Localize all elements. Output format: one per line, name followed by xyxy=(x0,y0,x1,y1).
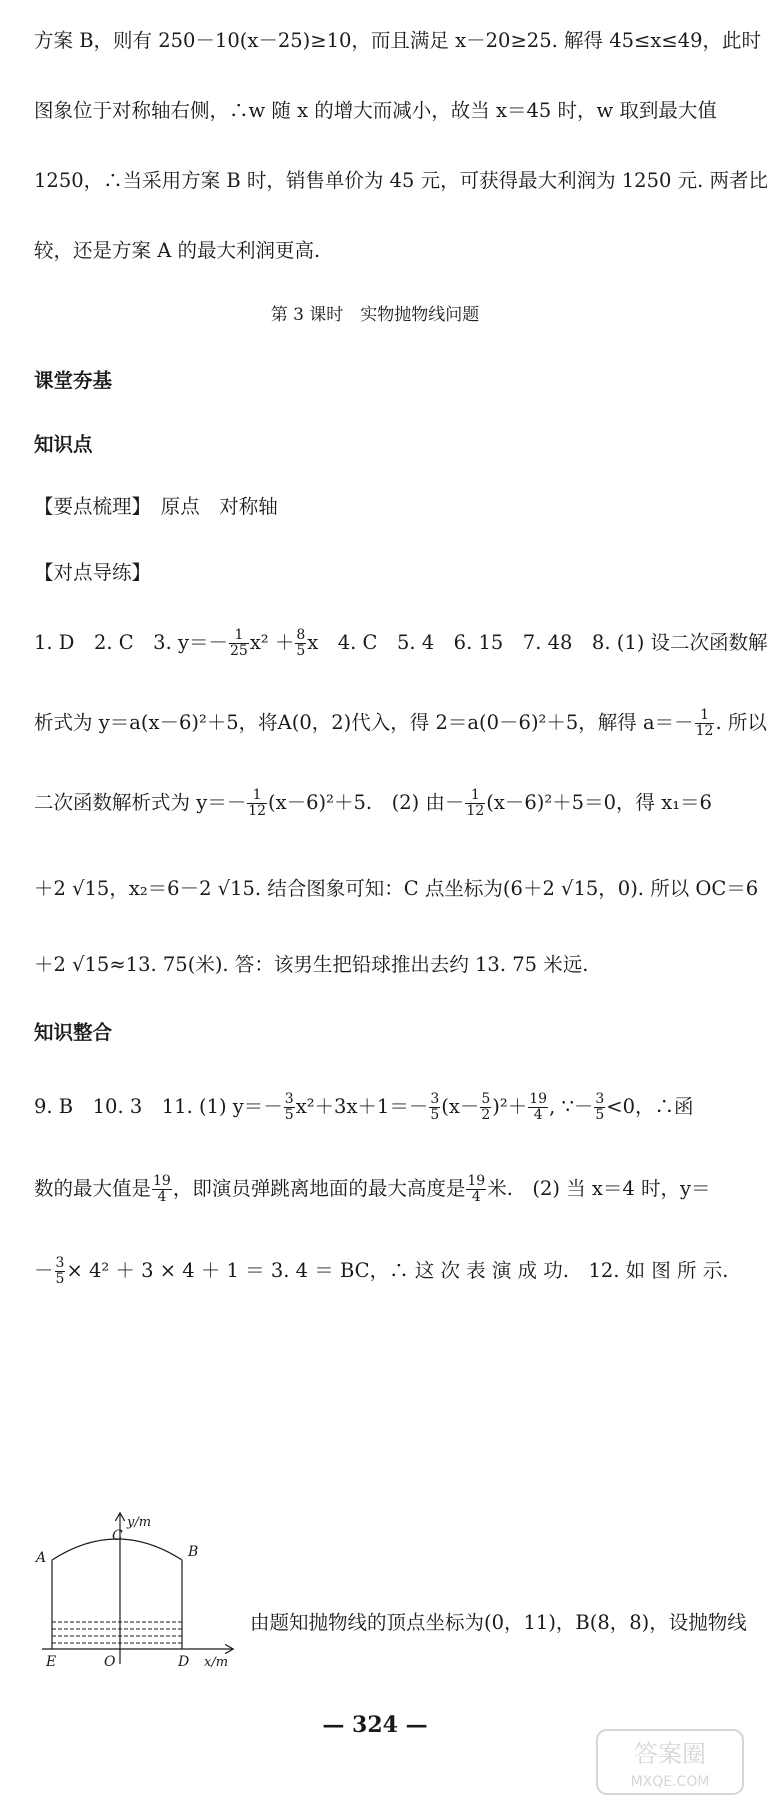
fraction: $\frac{5}{2}$ xyxy=(481,1091,491,1123)
paragraph-line: 较，还是方案 A 的最大利润更高. xyxy=(34,239,321,262)
page-number: — 324 — xyxy=(322,1712,428,1738)
answer-line: 1. D 2. C 3. y＝－ $\frac{1}{25}$ x² ＋ $\frac{8}{5}$ x 4. C 5. 4 6. 15 7. 48 8. (1) 设二次函数解 xyxy=(34,627,768,659)
fraction: $\frac{19}{4}$ xyxy=(467,1173,486,1205)
lesson-title: 第 3 课时 实物抛物线问题 xyxy=(270,305,480,325)
fraction: $\frac{19}{4}$ xyxy=(153,1173,171,1205)
fraction: $\frac{3}{5}$ xyxy=(430,1091,440,1123)
answer-line: 析式为 y＝a(x－6)²＋5，将A(0，2)代入，得 2＝a(0－6)²＋5，解得 a＝－ $\frac{1}{12}$ . 所以 xyxy=(34,707,767,739)
svg-text:答案圈: 答案圈 xyxy=(634,1740,706,1768)
paragraph-line: 图象位于对称轴右侧，∴w 随 x 的增大而减小，故当 x＝45 时，w 取到最大值 xyxy=(34,99,717,122)
fraction: $\frac{1}{12}$ xyxy=(695,707,714,739)
point-label-b: B xyxy=(188,1544,199,1560)
section-header-knowledge-points: 知识点 xyxy=(34,433,93,456)
point-label-e: E xyxy=(46,1654,57,1670)
fraction: $\frac{3}{5}$ xyxy=(595,1091,605,1123)
y-axis-label: y/m xyxy=(127,1515,152,1530)
fraction: $\frac{3}{5}$ xyxy=(284,1091,294,1123)
x-axis-label: x/m xyxy=(204,1655,229,1670)
answer-line: － $\frac{3}{5}$ × 4² ＋ 3 × 4 ＋ 1 ＝ 3. 4 ＝ BC，∴ 这 次 表 演 成 功. 12. 如 图 所 示. xyxy=(34,1255,729,1287)
section-header-integration: 知识整合 xyxy=(34,1021,113,1044)
fraction: $\frac{1}{25}$ xyxy=(229,627,248,659)
key-points: 【要点梳理】 原点 对称轴 xyxy=(34,495,278,518)
paragraph-line: 方案 B，则有 250－10(x－25)≥10，而且满足 x－20≥25. 解得 45≤x≤49，此时 xyxy=(34,29,761,52)
paragraph-line: 1250，∴当采用方案 B 时，销售单价为 45 元，可获得最大利润为 1250 元. 两者比 xyxy=(34,169,768,192)
answer-line: ＋2 √15≈13. 75(米). 答：该男生把铅球推出去约 13. 75 米远. xyxy=(34,953,589,976)
answer-line: 数的最大值是 $\frac{19}{4}$ ，即演员弹跳离地面的最大高度是 $\frac{19}{4}$ 米. (2) 当 x＝4 时，y＝ xyxy=(34,1173,711,1205)
point-label-o: O xyxy=(104,1654,116,1670)
fraction: $\frac{19}{4}$ xyxy=(529,1091,548,1123)
fraction: $\frac{8}{5}$ xyxy=(296,627,306,659)
answer-line: 9. B 10. 3 11. (1) y＝－ $\frac{3}{5}$ x²＋3x＋1＝－ $\frac{3}{5}$ (x－ $\frac{5}{2}$ )²＋ $\frac{19}{4}$ , ∵－ $\frac{3}{5}$ <0，∴函 xyxy=(34,1091,694,1123)
figure-side-text: 由题知抛物线的顶点坐标为(0，11)，B(8，8)，设抛物线 xyxy=(250,1611,747,1634)
guided-practice-label: 【对点导练】 xyxy=(34,561,152,584)
point-label-c: C xyxy=(112,1528,123,1544)
answer-line: 二次函数解析式为 y＝－ $\frac{1}{12}$ (x－6)²＋5. (2) 由－ $\frac{1}{12}$ (x－6)²＋5＝0，得 x₁＝6 xyxy=(34,787,712,819)
point-label-d: D xyxy=(178,1654,190,1670)
fraction: $\frac{1}{12}$ xyxy=(466,787,485,819)
svg-text:MXQE.COM: MXQE.COM xyxy=(630,1774,710,1790)
parabola-figure xyxy=(32,1504,242,1674)
point-label-a: A xyxy=(36,1550,47,1566)
section-header-classroom: 课堂夯基 xyxy=(34,369,113,392)
fraction: $\frac{3}{5}$ xyxy=(55,1255,65,1287)
watermark-logo xyxy=(595,1728,745,1796)
fraction: $\frac{1}{12}$ xyxy=(248,787,267,819)
answer-line: ＋2 √15，x₂＝6－2 √15. 结合图象可知：C 点坐标为(6＋2 √15，0). 所以 OC＝6 xyxy=(34,877,759,900)
